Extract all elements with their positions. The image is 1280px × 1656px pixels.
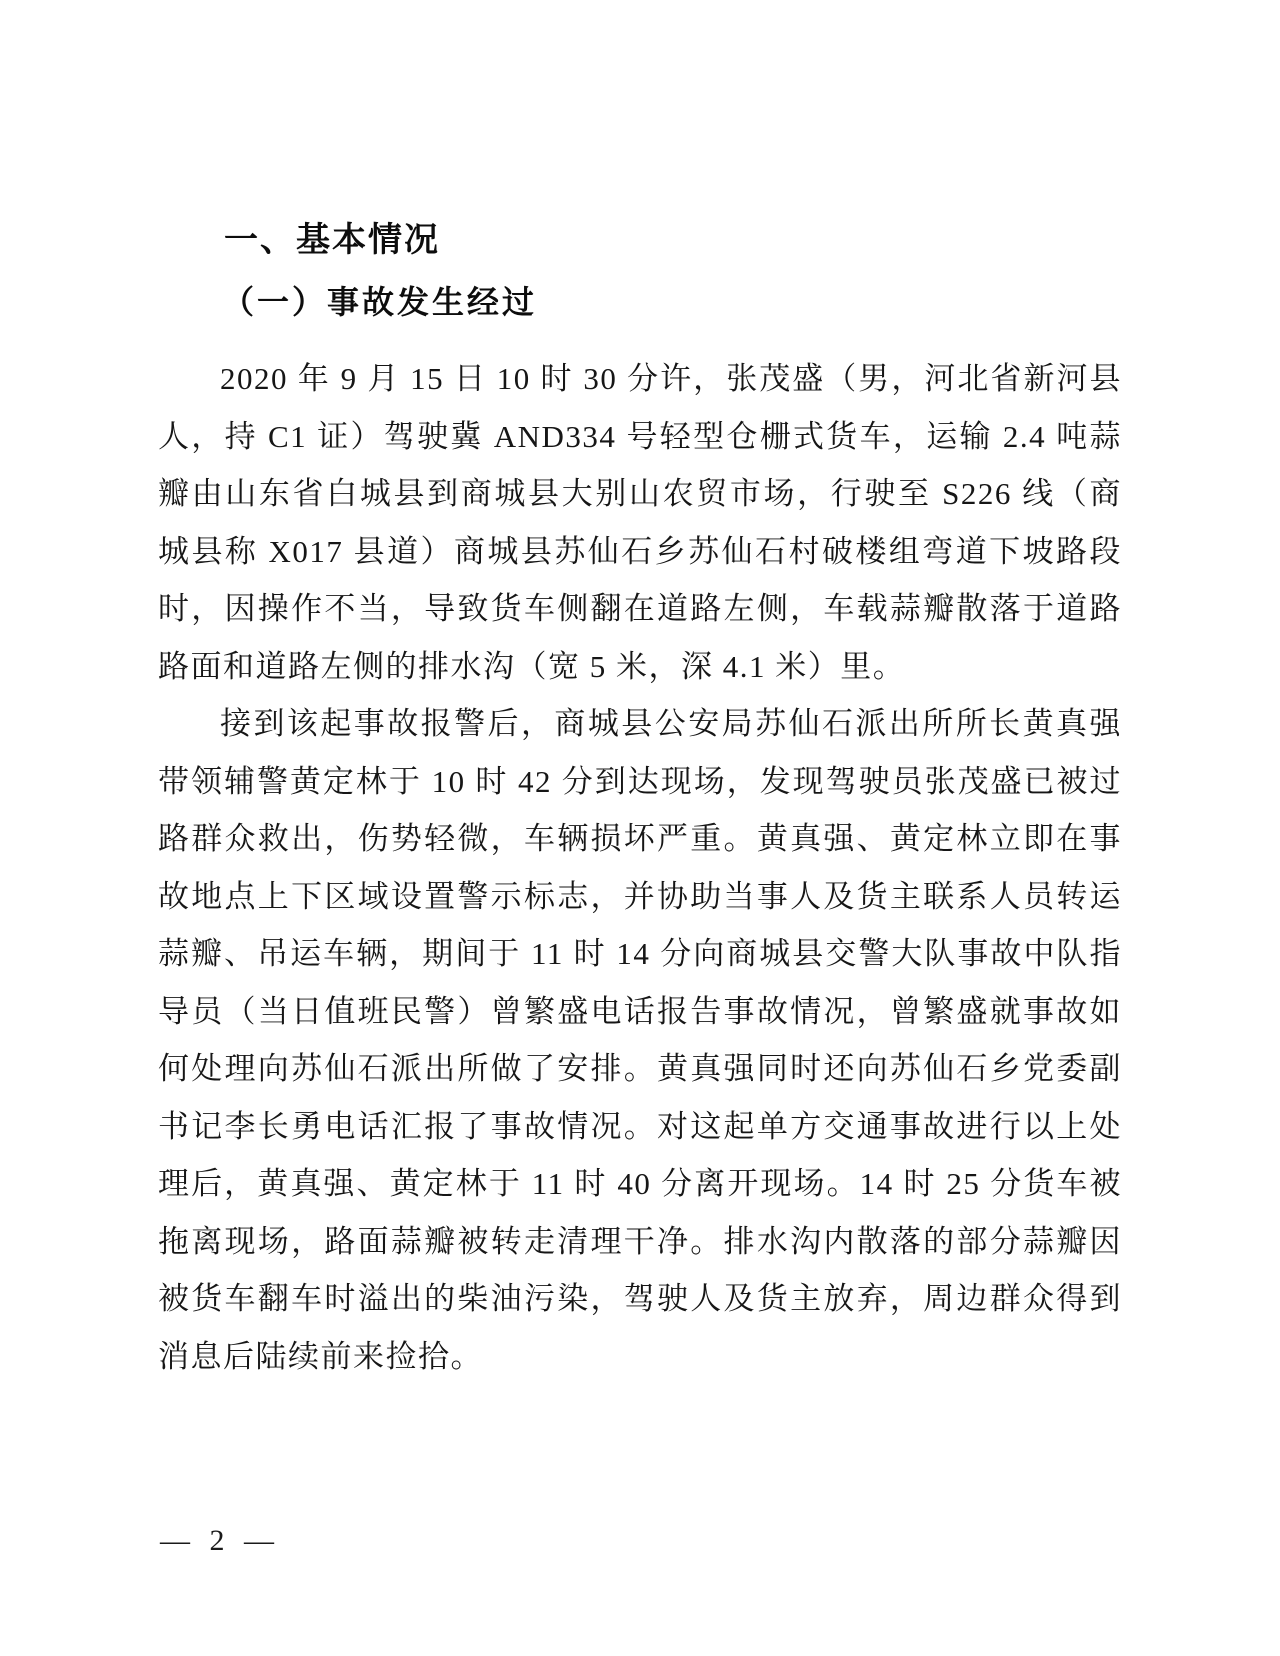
paragraph: 2020 年 9 月 15 日 10 时 30 分许，张茂盛（男，河北省新河县人，持 C1 证）驾驶冀 AND334 号轻型仓栅式货车，运输 2.4 吨蒜瓣由山东省白城县到商城县大别山农贸市场，行驶至 S226 线（商城县称 X017 县道）商城县苏仙石乡苏仙石村破楼组弯道下坡路段时，因操作不当，导致货车侧翻在道路左侧，车载蒜瓣散落于道路路面和道路左侧的排水沟（宽 5 米，深 4.1 米）里。	[158, 361, 1122, 684]
paragraph-block	[158, 350, 1122, 1385]
paragraph: 接到该起事故报警后，商城县公安局苏仙石派出所所长黄真强带领辅警黄定林于 10 时 42 分到达现场，发现驾驶员张茂盛已被过路群众救出，伤势轻微，车辆损坏严重。黄真强、黄定林立即在事故地点上下区域设置警示标志，并协助当事人及货主联系人员转运蒜瓣、吊运车辆，期间于 11 时 14 分向商城县交警大队事故中队指导员（当日值班民警）曾繁盛电话报告事故情况，曾繁盛就事故如何处理向苏仙石派出所做了安排。黄真强同时还向苏仙石乡党委副书记李长勇电话汇报了事故情况。对这起单方交通事故进行以上处理后，黄真强、黄定林于 11 时 40 分离开现场。14 时 25 分货车被拖离现场，路面蒜瓣被转走清理干净。排水沟内散落的部分蒜瓣因被货车翻车时溢出的柴油污染，驾驶人及货主放弃，周边群众得到消息后陆续前来捡拾。	[158, 706, 1122, 1374]
section-heading: 一、基本情况	[224, 221, 440, 259]
document-body	[158, 220, 1122, 1385]
subsection-heading: （一）事故发生经过	[222, 284, 538, 320]
page-number: — 2 —	[160, 1524, 280, 1557]
